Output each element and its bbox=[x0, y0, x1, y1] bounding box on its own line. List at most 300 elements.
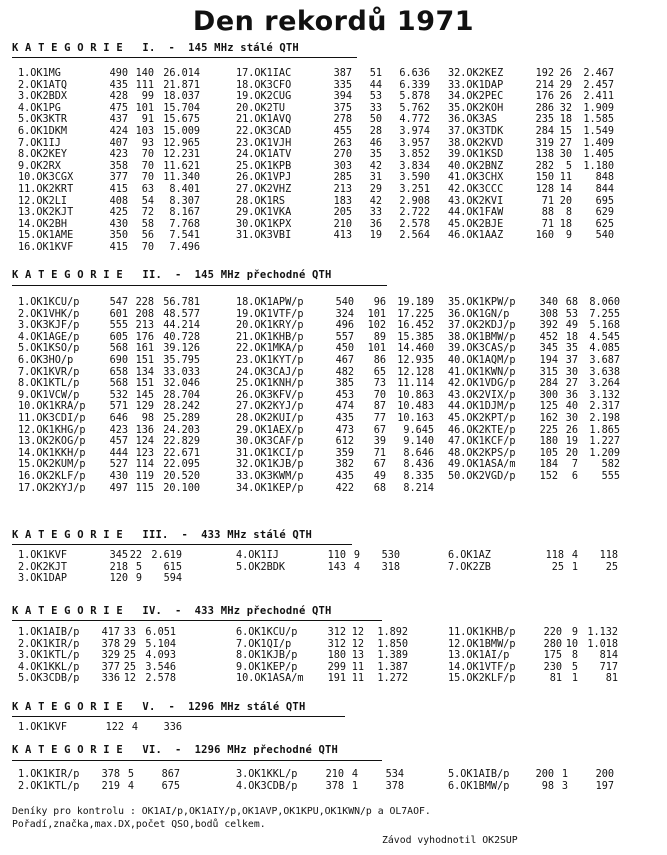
total-points: 2.578 bbox=[145, 673, 176, 685]
max-dx: 435 bbox=[109, 79, 128, 91]
station-call: 3.OK3KJF/p bbox=[18, 320, 80, 332]
qso-count: 12 bbox=[351, 627, 364, 638]
result-row bbox=[18, 184, 200, 196]
qso-count: 19 bbox=[369, 230, 382, 242]
qso-count: 5 bbox=[571, 661, 578, 673]
station-call: 9.OK1VCW/p bbox=[18, 389, 80, 401]
station-call: 14.OK1VTF/p bbox=[448, 661, 516, 673]
station-call: 35.OK1KPW/p bbox=[448, 297, 516, 308]
max-dx: 150 bbox=[535, 172, 554, 184]
result-row bbox=[236, 91, 430, 103]
total-points: 717 bbox=[599, 661, 618, 673]
station-call: 13.OK2KOG/p bbox=[18, 436, 86, 448]
result-row bbox=[448, 114, 614, 126]
qso-count: 49 bbox=[565, 320, 578, 332]
station-call: 46.OK2KTE/p bbox=[448, 424, 516, 436]
qso-count: 36 bbox=[565, 389, 578, 401]
max-dx: 415 bbox=[109, 183, 128, 195]
result-row bbox=[448, 550, 618, 562]
station-call: 31.OK3VBI bbox=[236, 230, 292, 242]
result-row bbox=[448, 662, 618, 674]
result-row bbox=[448, 471, 620, 483]
qso-count: 111 bbox=[135, 79, 154, 91]
station-call: 7.OK1KVR/p bbox=[18, 366, 80, 378]
station-call: 9.OK2RX bbox=[18, 160, 61, 172]
result-row bbox=[236, 781, 404, 793]
qso-count: 4 bbox=[127, 780, 134, 792]
station-call: 1.OK1KIR/p bbox=[18, 769, 80, 780]
result-row bbox=[448, 355, 620, 367]
qso-count: 26 bbox=[559, 68, 572, 79]
total-points: 3.852 bbox=[399, 149, 430, 161]
result-row bbox=[236, 343, 434, 355]
total-points: 1.227 bbox=[589, 436, 620, 448]
result-row bbox=[236, 650, 408, 662]
max-dx: 490 bbox=[109, 68, 128, 79]
station-call: 1.OK1KVF bbox=[18, 722, 68, 733]
max-dx: 315 bbox=[539, 366, 558, 378]
qso-count: 9 bbox=[135, 573, 142, 585]
qso-count: 3 bbox=[561, 780, 568, 792]
max-dx: 312 bbox=[327, 638, 346, 650]
max-dx: 408 bbox=[109, 195, 128, 207]
qso-count: 25 bbox=[123, 661, 136, 673]
qso-count: 26 bbox=[559, 91, 572, 103]
result-row bbox=[448, 627, 618, 639]
station-call: 43.OK2KVI bbox=[448, 195, 504, 207]
qso-count: 12 bbox=[123, 673, 136, 685]
total-points: 25 bbox=[605, 561, 618, 573]
max-dx: 453 bbox=[335, 389, 354, 401]
total-points: 3.590 bbox=[399, 172, 430, 184]
station-call: 50.OK2VGD/p bbox=[448, 470, 516, 482]
qso-count: 58 bbox=[141, 218, 154, 230]
result-row bbox=[236, 320, 434, 332]
total-points: 3.251 bbox=[399, 183, 430, 195]
station-call: 1.OK1KCU/p bbox=[18, 297, 80, 308]
result-row bbox=[18, 471, 200, 483]
station-call: 32.OK2KEZ bbox=[448, 68, 504, 79]
qso-count: 70 bbox=[373, 389, 386, 401]
station-call: 42.OK3CCC bbox=[448, 183, 504, 195]
total-points: 7.496 bbox=[169, 241, 200, 253]
result-row bbox=[18, 149, 200, 161]
station-call: 6.OK1KCU/p bbox=[236, 627, 298, 638]
result-row bbox=[448, 68, 614, 80]
result-row bbox=[448, 332, 620, 344]
max-dx: 417 bbox=[101, 627, 120, 638]
result-row bbox=[236, 68, 430, 80]
total-points: 844 bbox=[595, 183, 614, 195]
result-row bbox=[18, 103, 200, 115]
max-dx: 180 bbox=[327, 650, 346, 662]
qso-count: 40 bbox=[565, 401, 578, 413]
max-dx: 444 bbox=[109, 447, 128, 459]
max-dx: 350 bbox=[109, 230, 128, 242]
qso-count: 228 bbox=[135, 297, 154, 308]
total-points: 625 bbox=[595, 218, 614, 230]
station-call: 8.OK2KEY bbox=[18, 149, 68, 161]
result-row bbox=[236, 126, 430, 138]
result-row bbox=[236, 196, 430, 208]
qso-count: 8 bbox=[565, 207, 572, 219]
qso-count: 32 bbox=[559, 102, 572, 114]
max-dx: 430 bbox=[109, 470, 128, 482]
qso-count: 134 bbox=[135, 366, 154, 378]
station-call: 37.OK2KDJ/p bbox=[448, 320, 516, 332]
total-points: 3.687 bbox=[589, 354, 620, 366]
station-call: 13.OK1AI/p bbox=[448, 650, 510, 662]
qso-count: 129 bbox=[135, 401, 154, 413]
result-row bbox=[18, 367, 200, 379]
total-points: 22.671 bbox=[163, 447, 200, 459]
total-points: 8.060 bbox=[589, 297, 620, 308]
station-call: 27.OK2VHZ bbox=[236, 183, 292, 195]
qso-count: 27 bbox=[565, 378, 578, 390]
total-points: 4.545 bbox=[589, 331, 620, 343]
qso-count: 18 bbox=[565, 331, 578, 343]
qso-count: 33 bbox=[123, 627, 136, 638]
station-call: 25.OK1KPB bbox=[236, 160, 292, 172]
result-row bbox=[448, 673, 618, 685]
max-dx: 378 bbox=[325, 780, 344, 792]
station-call: 25.OK1KNH/p bbox=[236, 378, 304, 390]
station-call: 32.OK1KJB/p bbox=[236, 459, 304, 471]
result-row bbox=[448, 459, 620, 471]
max-dx: 424 bbox=[109, 125, 128, 137]
total-points: 3.834 bbox=[399, 160, 430, 172]
station-call: 7.OK2ZB bbox=[448, 561, 491, 573]
result-row bbox=[18, 722, 182, 734]
total-points: 318 bbox=[381, 561, 400, 573]
station-call: 38.OK1BMW/p bbox=[448, 331, 516, 343]
total-points: 2.411 bbox=[583, 91, 614, 103]
result-row bbox=[236, 103, 430, 115]
category-heading: K A T E G O R I E IV. - 433 MHz přechodné QTH bbox=[12, 605, 332, 617]
max-dx: 280 bbox=[543, 638, 562, 650]
station-call: 44.OK1DJM/p bbox=[448, 401, 516, 413]
total-points: 8.335 bbox=[403, 470, 434, 482]
qso-count: 67 bbox=[373, 424, 386, 436]
qso-count: 31 bbox=[369, 172, 382, 184]
total-points: 1.892 bbox=[377, 627, 408, 638]
max-dx: 359 bbox=[335, 447, 354, 459]
total-points: 3.264 bbox=[589, 378, 620, 390]
total-points: 1.865 bbox=[589, 424, 620, 436]
total-points: 81 bbox=[605, 673, 618, 685]
station-call: 18.OK3CFO bbox=[236, 79, 292, 91]
result-row bbox=[236, 425, 434, 437]
qso-count: 114 bbox=[135, 459, 154, 471]
total-points: 26.014 bbox=[163, 68, 200, 79]
result-row bbox=[18, 390, 200, 402]
max-dx: 312 bbox=[327, 627, 346, 638]
max-dx: 690 bbox=[109, 354, 128, 366]
total-points: 15.009 bbox=[163, 125, 200, 137]
station-call: 19.OK1VTF/p bbox=[236, 308, 304, 320]
qso-count: 56 bbox=[141, 230, 154, 242]
station-call: 45.OK2KPT/p bbox=[448, 412, 516, 424]
qso-count: 13 bbox=[351, 650, 364, 662]
station-call: 13.OK2KJT bbox=[18, 207, 74, 219]
max-dx: 324 bbox=[335, 308, 354, 320]
result-row bbox=[448, 138, 614, 150]
qso-count: 35 bbox=[565, 343, 578, 355]
max-dx: 160 bbox=[535, 230, 554, 242]
qso-count: 33 bbox=[369, 207, 382, 219]
results-column bbox=[448, 297, 620, 483]
qso-count: 10 bbox=[565, 638, 578, 650]
total-points: 8.436 bbox=[403, 459, 434, 471]
total-points: 2.317 bbox=[589, 401, 620, 413]
station-call: 12.OK1KHG/p bbox=[18, 424, 86, 436]
max-dx: 225 bbox=[539, 424, 558, 436]
qso-count: 27 bbox=[559, 137, 572, 149]
qso-count: 63 bbox=[141, 183, 154, 195]
station-call: 2.OK1KTL/p bbox=[18, 780, 80, 792]
result-row bbox=[18, 573, 182, 585]
max-dx: 25 bbox=[551, 561, 564, 573]
category-heading: K A T E G O R I E I. - 145 MHz stálé QTH bbox=[12, 42, 299, 54]
result-row bbox=[236, 769, 404, 781]
station-call: 10.OK1ASA/m bbox=[236, 673, 304, 685]
station-call: 20.OK2TU bbox=[236, 102, 286, 114]
qso-count: 68 bbox=[373, 482, 386, 494]
total-points: 3.546 bbox=[145, 661, 176, 673]
station-call: 4.OK1KKL/p bbox=[18, 661, 80, 673]
qso-count: 151 bbox=[135, 354, 154, 366]
max-dx: 336 bbox=[101, 673, 120, 685]
total-points: 7.255 bbox=[589, 308, 620, 320]
max-dx: 532 bbox=[109, 389, 128, 401]
max-dx: 319 bbox=[535, 137, 554, 149]
station-call: 10.OK1KRA/p bbox=[18, 401, 86, 413]
total-points: 6.339 bbox=[399, 79, 430, 91]
station-call: 49.OK1ASA/m bbox=[448, 459, 516, 471]
total-points: 48.577 bbox=[163, 308, 200, 320]
total-points: 695 bbox=[595, 195, 614, 207]
max-dx: 284 bbox=[535, 125, 554, 137]
total-points: 21.871 bbox=[163, 79, 200, 91]
station-call: 19.OK2CUG bbox=[236, 91, 292, 103]
total-points: 6.051 bbox=[145, 627, 176, 638]
heading-underline bbox=[12, 544, 352, 545]
result-row bbox=[236, 80, 430, 92]
station-call: 6.OK3HO/p bbox=[18, 354, 74, 366]
station-call: 6.OK1DKM bbox=[18, 125, 68, 137]
qso-count: 1 bbox=[561, 769, 568, 780]
qso-count: 123 bbox=[135, 447, 154, 459]
station-call: 8.OK1KJB/p bbox=[236, 650, 298, 662]
station-call: 22.OK1MKA/p bbox=[236, 343, 304, 355]
total-points: 2.198 bbox=[589, 412, 620, 424]
heading-underline bbox=[12, 716, 345, 717]
max-dx: 415 bbox=[109, 241, 128, 253]
total-points: 1.585 bbox=[583, 114, 614, 126]
total-points: 530 bbox=[381, 550, 400, 561]
station-call: 46.OK1AAZ bbox=[448, 230, 504, 242]
station-call: 20.OK1KRY/p bbox=[236, 320, 304, 332]
result-row bbox=[448, 149, 614, 161]
results-column bbox=[18, 297, 200, 494]
qso-count: 1 bbox=[571, 561, 578, 573]
max-dx: 180 bbox=[539, 436, 558, 448]
max-dx: 612 bbox=[335, 436, 354, 448]
max-dx: 120 bbox=[109, 573, 128, 585]
total-points: 1.018 bbox=[587, 638, 618, 650]
total-points: 615 bbox=[163, 561, 182, 573]
total-points: 197 bbox=[595, 780, 614, 792]
total-points: 10.163 bbox=[397, 412, 434, 424]
max-dx: 285 bbox=[333, 172, 352, 184]
total-points: 1.549 bbox=[583, 125, 614, 137]
max-dx: 527 bbox=[109, 459, 128, 471]
qso-count: 145 bbox=[135, 389, 154, 401]
total-points: 1.180 bbox=[583, 160, 614, 172]
station-call: 6.OK1BMW/p bbox=[448, 780, 510, 792]
max-dx: 387 bbox=[333, 68, 352, 79]
max-dx: 210 bbox=[333, 218, 352, 230]
qso-count: 4 bbox=[353, 561, 360, 573]
qso-count: 161 bbox=[135, 343, 154, 355]
max-dx: 394 bbox=[333, 91, 352, 103]
station-call: 29.OK1VKA bbox=[236, 207, 292, 219]
results-column bbox=[448, 550, 618, 573]
max-dx: 605 bbox=[109, 331, 128, 343]
total-points: 555 bbox=[601, 470, 620, 482]
qso-count: 12 bbox=[351, 638, 364, 650]
max-dx: 423 bbox=[109, 424, 128, 436]
station-call: 7.OK1IJ bbox=[18, 137, 61, 149]
max-dx: 105 bbox=[539, 447, 558, 459]
result-row bbox=[18, 219, 200, 231]
qso-count: 72 bbox=[141, 207, 154, 219]
total-points: 5.104 bbox=[145, 638, 176, 650]
result-row bbox=[236, 673, 408, 685]
max-dx: 568 bbox=[109, 378, 128, 390]
result-row bbox=[448, 378, 620, 390]
station-call: 31.OK1KCI/p bbox=[236, 447, 304, 459]
station-call: 8.OK1KTL/p bbox=[18, 378, 80, 390]
max-dx: 475 bbox=[109, 102, 128, 114]
total-points: 15.385 bbox=[397, 331, 434, 343]
max-dx: 377 bbox=[109, 172, 128, 184]
result-row bbox=[448, 219, 614, 231]
qso-count: 11 bbox=[351, 661, 364, 673]
station-call: 18.OK1APW/p bbox=[236, 297, 304, 308]
total-points: 20.520 bbox=[163, 470, 200, 482]
total-points: 8.307 bbox=[169, 195, 200, 207]
result-row bbox=[18, 448, 200, 460]
result-row bbox=[18, 662, 176, 674]
qso-count: 14 bbox=[559, 183, 572, 195]
qso-count: 102 bbox=[367, 320, 386, 332]
max-dx: 496 bbox=[335, 320, 354, 332]
station-call: 5.OK2BDK bbox=[236, 561, 286, 573]
max-dx: 430 bbox=[109, 218, 128, 230]
station-call: 5.OK3CDB/p bbox=[18, 673, 80, 685]
station-call: 2.OK1KIR/p bbox=[18, 638, 80, 650]
max-dx: 81 bbox=[549, 673, 562, 685]
result-row bbox=[236, 184, 430, 196]
total-points: 28.242 bbox=[163, 401, 200, 413]
station-call: 24.OK3CAJ/p bbox=[236, 366, 304, 378]
station-call: 5.OK3KTR bbox=[18, 114, 68, 126]
total-points: 40.728 bbox=[163, 331, 200, 343]
qso-count: 30 bbox=[559, 149, 572, 161]
results-column bbox=[236, 769, 404, 792]
result-row bbox=[18, 196, 200, 208]
qso-count: 136 bbox=[135, 424, 154, 436]
qso-count: 29 bbox=[123, 638, 136, 650]
qso-count: 33 bbox=[369, 102, 382, 114]
result-row bbox=[236, 138, 430, 150]
station-call: 47.OK1KCF/p bbox=[448, 436, 516, 448]
result-row bbox=[236, 230, 430, 242]
total-points: 814 bbox=[599, 650, 618, 662]
max-dx: 110 bbox=[327, 550, 346, 561]
max-dx: 329 bbox=[101, 650, 120, 662]
result-row bbox=[236, 355, 434, 367]
max-dx: 646 bbox=[109, 412, 128, 424]
max-dx: 428 bbox=[109, 91, 128, 103]
result-row bbox=[448, 196, 614, 208]
result-row bbox=[448, 103, 614, 115]
results-column bbox=[448, 627, 618, 685]
qso-count: 1 bbox=[571, 673, 578, 685]
max-dx: 308 bbox=[539, 308, 558, 320]
max-dx: 467 bbox=[335, 354, 354, 366]
result-row bbox=[448, 425, 620, 437]
max-dx: 210 bbox=[325, 769, 344, 780]
station-call: 15.OK2KLF/p bbox=[448, 673, 516, 685]
station-call: 36.OK1GN/p bbox=[448, 308, 510, 320]
results-column bbox=[448, 769, 614, 792]
category-heading: K A T E G O R I E V. - 1296 MHz stálé QTH bbox=[12, 701, 306, 713]
qso-count: 20 bbox=[565, 447, 578, 459]
result-row bbox=[236, 161, 430, 173]
station-call: 44.OK1FAW bbox=[448, 207, 504, 219]
max-dx: 425 bbox=[109, 207, 128, 219]
result-row bbox=[236, 149, 430, 161]
result-row bbox=[236, 627, 408, 639]
qso-count: 71 bbox=[373, 447, 386, 459]
result-row bbox=[448, 80, 614, 92]
total-points: 12.935 bbox=[397, 354, 434, 366]
station-call: 4.OK1PG bbox=[18, 102, 61, 114]
station-call: 4.OK1IJ bbox=[236, 550, 279, 561]
qso-count: 28 bbox=[369, 125, 382, 137]
station-call: 12.OK1BMW/p bbox=[448, 638, 516, 650]
station-call: 24.OK1ATV bbox=[236, 149, 292, 161]
station-call: 9.OK1KEP/p bbox=[236, 661, 298, 673]
result-row bbox=[18, 401, 200, 413]
qso-count: 93 bbox=[141, 137, 154, 149]
total-points: 1.405 bbox=[583, 149, 614, 161]
max-dx: 658 bbox=[109, 366, 128, 378]
result-row bbox=[236, 114, 430, 126]
total-points: 2.578 bbox=[399, 218, 430, 230]
results-column bbox=[18, 68, 200, 254]
total-points: 56.781 bbox=[163, 297, 200, 308]
total-points: 11.621 bbox=[163, 160, 200, 172]
total-points: 7.541 bbox=[169, 230, 200, 242]
station-call: 1.OK1KVF bbox=[18, 550, 68, 561]
total-points: 848 bbox=[595, 172, 614, 184]
max-dx: 335 bbox=[333, 79, 352, 91]
result-row bbox=[448, 297, 620, 309]
station-call: 40.OK2BNZ bbox=[448, 160, 504, 172]
